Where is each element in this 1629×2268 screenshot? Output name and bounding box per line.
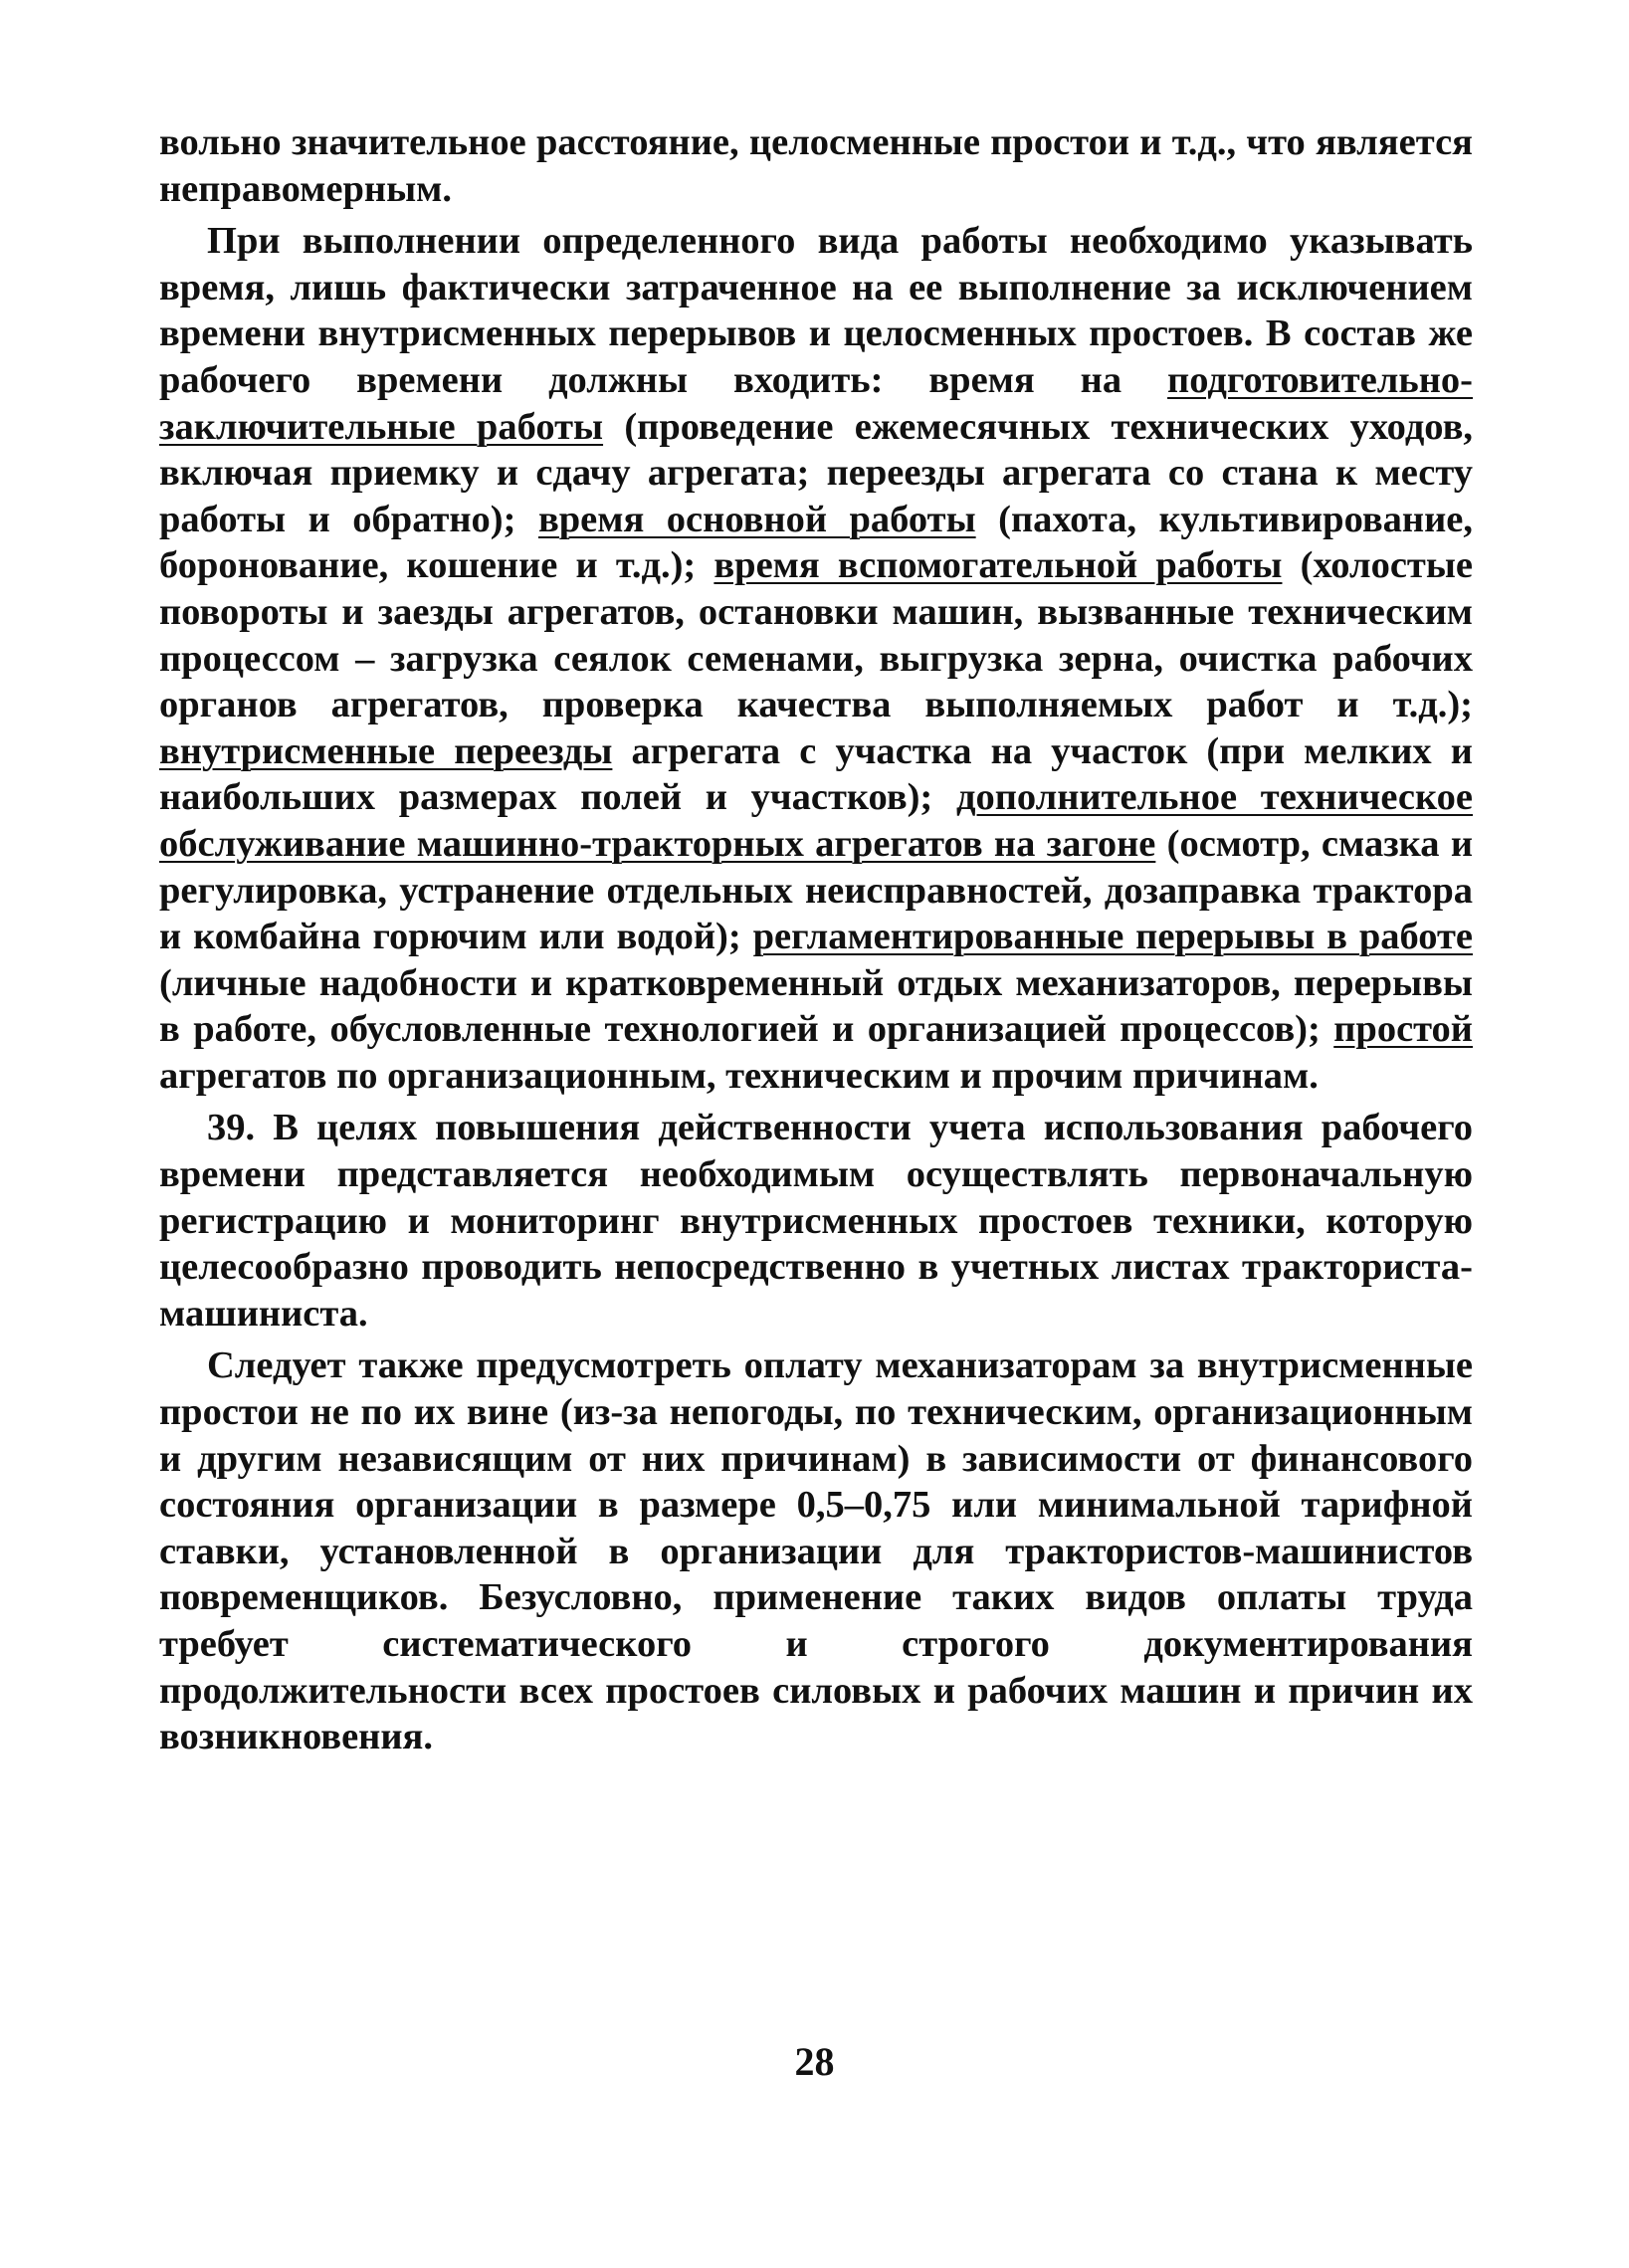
text-segment: (личные надобности и кратковременный отдых механизаторов, перерывы в работе, обусловленные технологией и организацией процессов);	[159, 961, 1473, 1051]
underlined-term-main-work: время основной работы	[537, 498, 976, 540]
text-segment: агрегатов по организационным, техническим и прочим причинам.	[159, 1054, 1319, 1097]
text-segment: (осмотр, смазка и регулировка, устранение отдельных неисправностей, дозаправка трактора и комбайна горючим или водой);	[159, 822, 1473, 958]
underlined-term-auxiliary-work: время вспомогательной работы	[713, 544, 1283, 587]
underlined-term-intrashift-moves: внутрисменные переезды	[159, 729, 613, 772]
text-segment: (холостые повороты и заезды агрегатов, остановки машин, вызванные техническим процессом – загрузка сеялок семенами, выгрузка зерна, очистка рабочих органов агрегатов, проверка качества выполняемых работ и т.д.);	[159, 544, 1473, 726]
paragraph-payment: Следует также предусмотреть оплату механизаторам за внутрисменные простои не по их вине (из-за непогоды, по техническим, организационным и другим независящим от них причинам) в зависимости от финансового состояния организации в размере 0,5–0,75 или минимальной тарифной ставки, установленной в организации для трактористов-машинистов повременщиков. Безусловно, применение таких видов оплаты труда требует систематического и строгого документирования продолжительности всех простоев силовых и рабочих машин и причин их возникновения.	[159, 1344, 1473, 1758]
text-segment: (пахота, культивирование, боронование, кошение и т.д.);	[159, 498, 1473, 587]
paragraph-39: 39. В целях повышения действенности учета использования рабочего времени представляется необходимым осуществлять первоначальную регистрацию и мониторинг внутрисменных простоев техники, которую целесообразно проводить непосредственно в учетных листах тракториста-машиниста.	[159, 1107, 1473, 1335]
underlined-term-preparatory-work: подготовительно-заключительные работы	[159, 358, 1473, 448]
paragraph-working-time	[159, 218, 1473, 1099]
page-body	[159, 119, 1473, 1760]
text-segment: (проведение ежемесячных технических уходов, включая приемку и сдачу агрегата; переезды агрегата со стана к месту работы и обратно);	[159, 405, 1473, 540]
paragraph-continuation: вольно значительное расстояние, целосменные простои и т.д., что является неправомерным.	[159, 121, 1473, 210]
underlined-term-additional-maintenance: дополнительное техническое обслуживание машинно-тракторных агрегатов на загоне	[159, 776, 1473, 865]
underlined-term-regulated-breaks: регламентированные перерывы в работе	[752, 916, 1473, 958]
text-segment: агрегата с участка на участок (при мелких и наибольших размерах полей и участков);	[159, 729, 1473, 819]
underlined-term-downtime: простой	[1333, 1008, 1473, 1051]
text-segment: При выполнении определенного вида работы необходимо указывать время, лишь фактически затраченное на ее выполнение за исключением времени внутрисменных перерывов и целосменных простоев. В состав же рабочего времени должны входить: время на	[159, 220, 1473, 401]
page-number: 28	[794, 2039, 835, 2084]
